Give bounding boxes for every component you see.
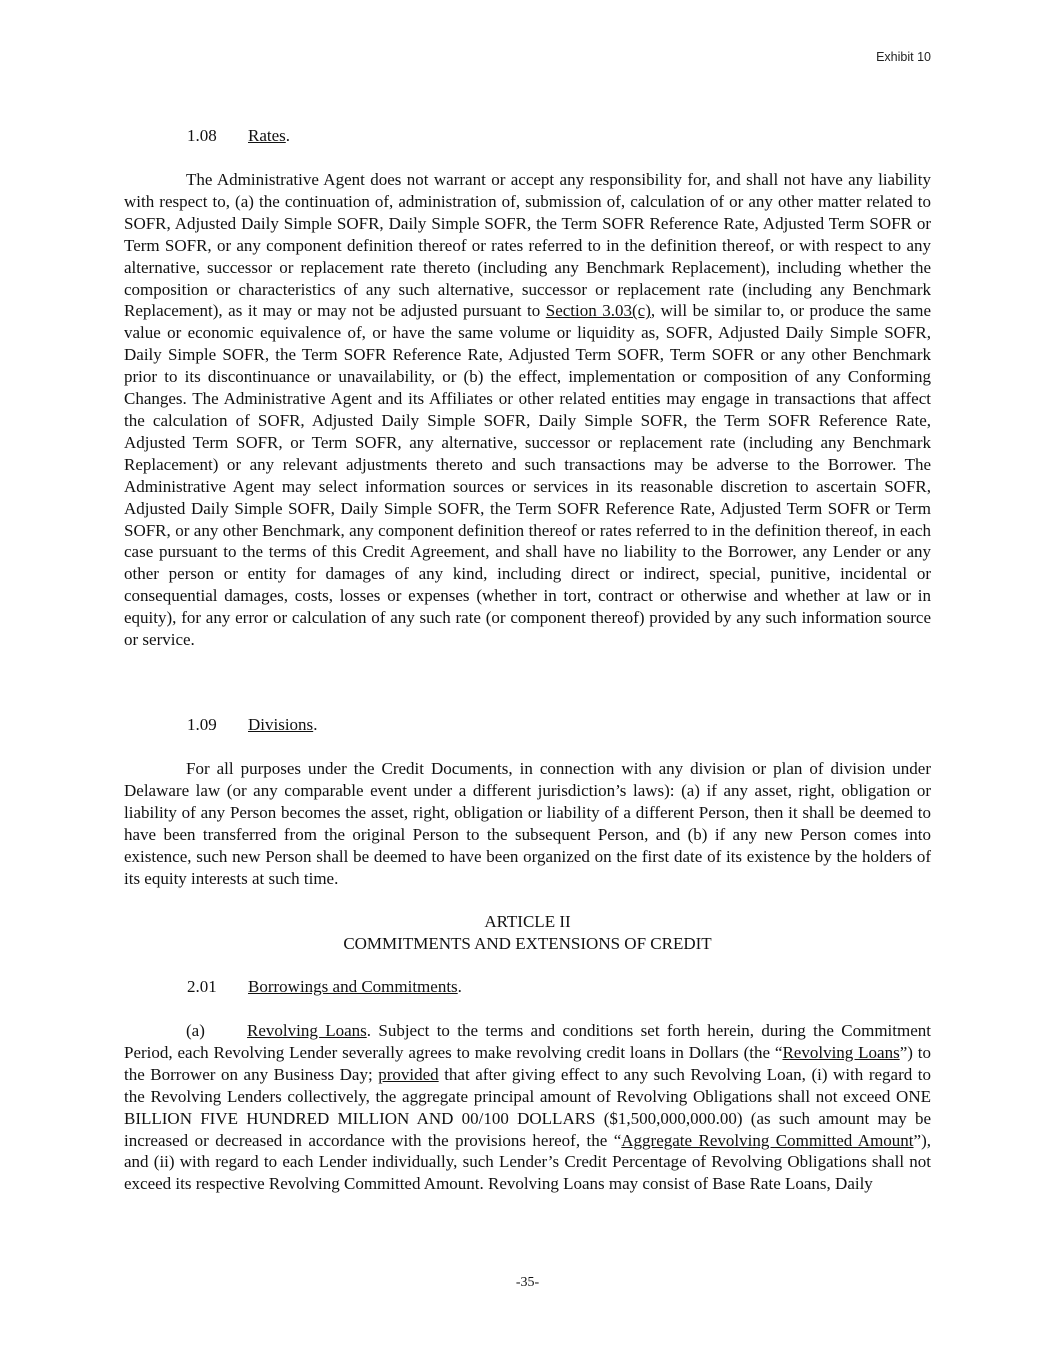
section-number: 1.08: [187, 126, 217, 145]
section-title: Borrowings and Commitments: [248, 977, 458, 996]
proviso-term: provided: [378, 1064, 439, 1084]
defined-term: Aggregate Revolving Committed Amount: [621, 1130, 914, 1150]
section-1-08-body: The Administrative Agent does not warrant or accept any responsibility for, and shall not have any liability with respect to, (a) the continuation of, administration of, submission of, calculation of or any other matter related to SOFR, Adjusted Daily Simple SOFR, Daily Simple SOFR, the Term SOFR Reference Rate, Adjusted Term SOFR or Term SOFR, or any component definition thereof or rates referred to in the definition thereof, or with respect to any alternative, successor or replacement rate thereto (including any Benchmark Replacement), including whether the composition or characteristics of any such alternative, successor or replacement rate (including any Benchmark Replacement), as it may or may not be adjusted pursuant to Section 3.03(c), will be similar to, or produce the same value or economic equivalence of, or have the same volume or liquidity as, SOFR, Adjusted Daily Simple SOFR, Daily Simple SOFR, the Term SOFR Reference Rate, Adjusted Term SOFR, Term SOFR or any other Benchmark prior to its discontinuance or unavailability, or (b) the effect, implementation or composition of any Conforming Changes. The Administrative Agent and its Affiliates or other related entities may engage in transactions that affect the calculation of SOFR, Adjusted Daily Simple SOFR, Daily Simple SOFR, the Term SOFR Reference Rate, Adjusted Term SOFR, or Term SOFR, any alternative, successor or replacement rate (including any Benchmark Replacement) or any relevant adjustments thereto and such transactions may be adverse to the Borrower. The Administrative Agent may select information sources or services in its reasonable discretion to ascertain SOFR, Adjusted Daily Simple SOFR, Daily Simple SOFR, the Term SOFR Reference Rate, Adjusted Term SOFR or Term SOFR, or any other Benchmark, any component definition thereof or rates referred to in the definition thereof, in each case pursuant to the terms of this Credit Agreement, and shall have no liability to the Borrower, any Lender or any other person or entity for damages of any kind, including direct or indirect, special, punitive, incidental or consequential damages, costs, losses or expenses (whether in tort, contract or otherwise and whether at law or in equity), for any error or calculation of any such rate (or component thereof) provided by any such information source or service.: [124, 170, 931, 650]
section-reference-link: Section 3.03(c): [545, 301, 651, 321]
page-number: -35-: [515, 1275, 540, 1290]
section-1-09-body: For all purposes under the Credit Documents, in connection with any division or plan of division under Delaware law (or any comparable event under a different jurisdiction’s laws): (a) if any asset, right, obligation or liability of any Person becomes the asset, right, obligation or liability of a different Person, then it shall be deemed to have been transferred from the original Person to the subsequent Person, and (b) if any new Person comes into existence, such new Person shall be deemed to have been organized on the first date of its existence by the holders of its equity interests at such time.: [124, 759, 931, 888]
section-2-01-a-body: (a) Revolving Loans. Subject to the terms and conditions set forth herein, during the Commitment Period, each Revolving Lender severally agrees to make revolving credit loans in Dollars (the “Revolving Loans”) to the Borrower on any Business Day; provided that after giving effect to any such Revolving Loan, (i) with regard to the Revolving Lenders collectively, the aggregate principal amount of Revolving Obligations shall not exceed ONE BILLION FIVE HUNDRED MILLION AND 00/100 DOLLARS ($1,500,000,000.00) (as such amount may be increased or decreased in accordance with the provisions hereof, the “Aggregate Revolving Committed Amount”), and (ii) with regard to each Lender individually, such Lender’s Credit Percentage of Revolving Obligations shall not exceed its respective Revolving Committed Amount. Revolving Loans may consist of Base Rate Loans, Daily: [124, 1021, 932, 1194]
section-heading-1-08: 1.08 Rates.: [187, 126, 291, 145]
section-heading-2-01: 2.01 Borrowings and Commitments.: [187, 977, 462, 996]
article-label: ARTICLE II: [484, 912, 571, 931]
exhibit-label: Exhibit 10: [876, 50, 931, 64]
section-title: Rates: [248, 126, 286, 145]
article-title: COMMITMENTS AND EXTENSIONS OF CREDIT: [343, 934, 712, 953]
section-number: 1.09: [187, 715, 217, 734]
item-label: (a): [186, 1021, 205, 1040]
section-title: Divisions: [248, 715, 314, 734]
section-number: 2.01: [187, 977, 217, 996]
defined-term: Revolving Loans: [782, 1042, 900, 1062]
item-title: Revolving Loans: [247, 1021, 367, 1040]
section-heading-1-09: 1.09 Divisions.: [187, 715, 318, 734]
